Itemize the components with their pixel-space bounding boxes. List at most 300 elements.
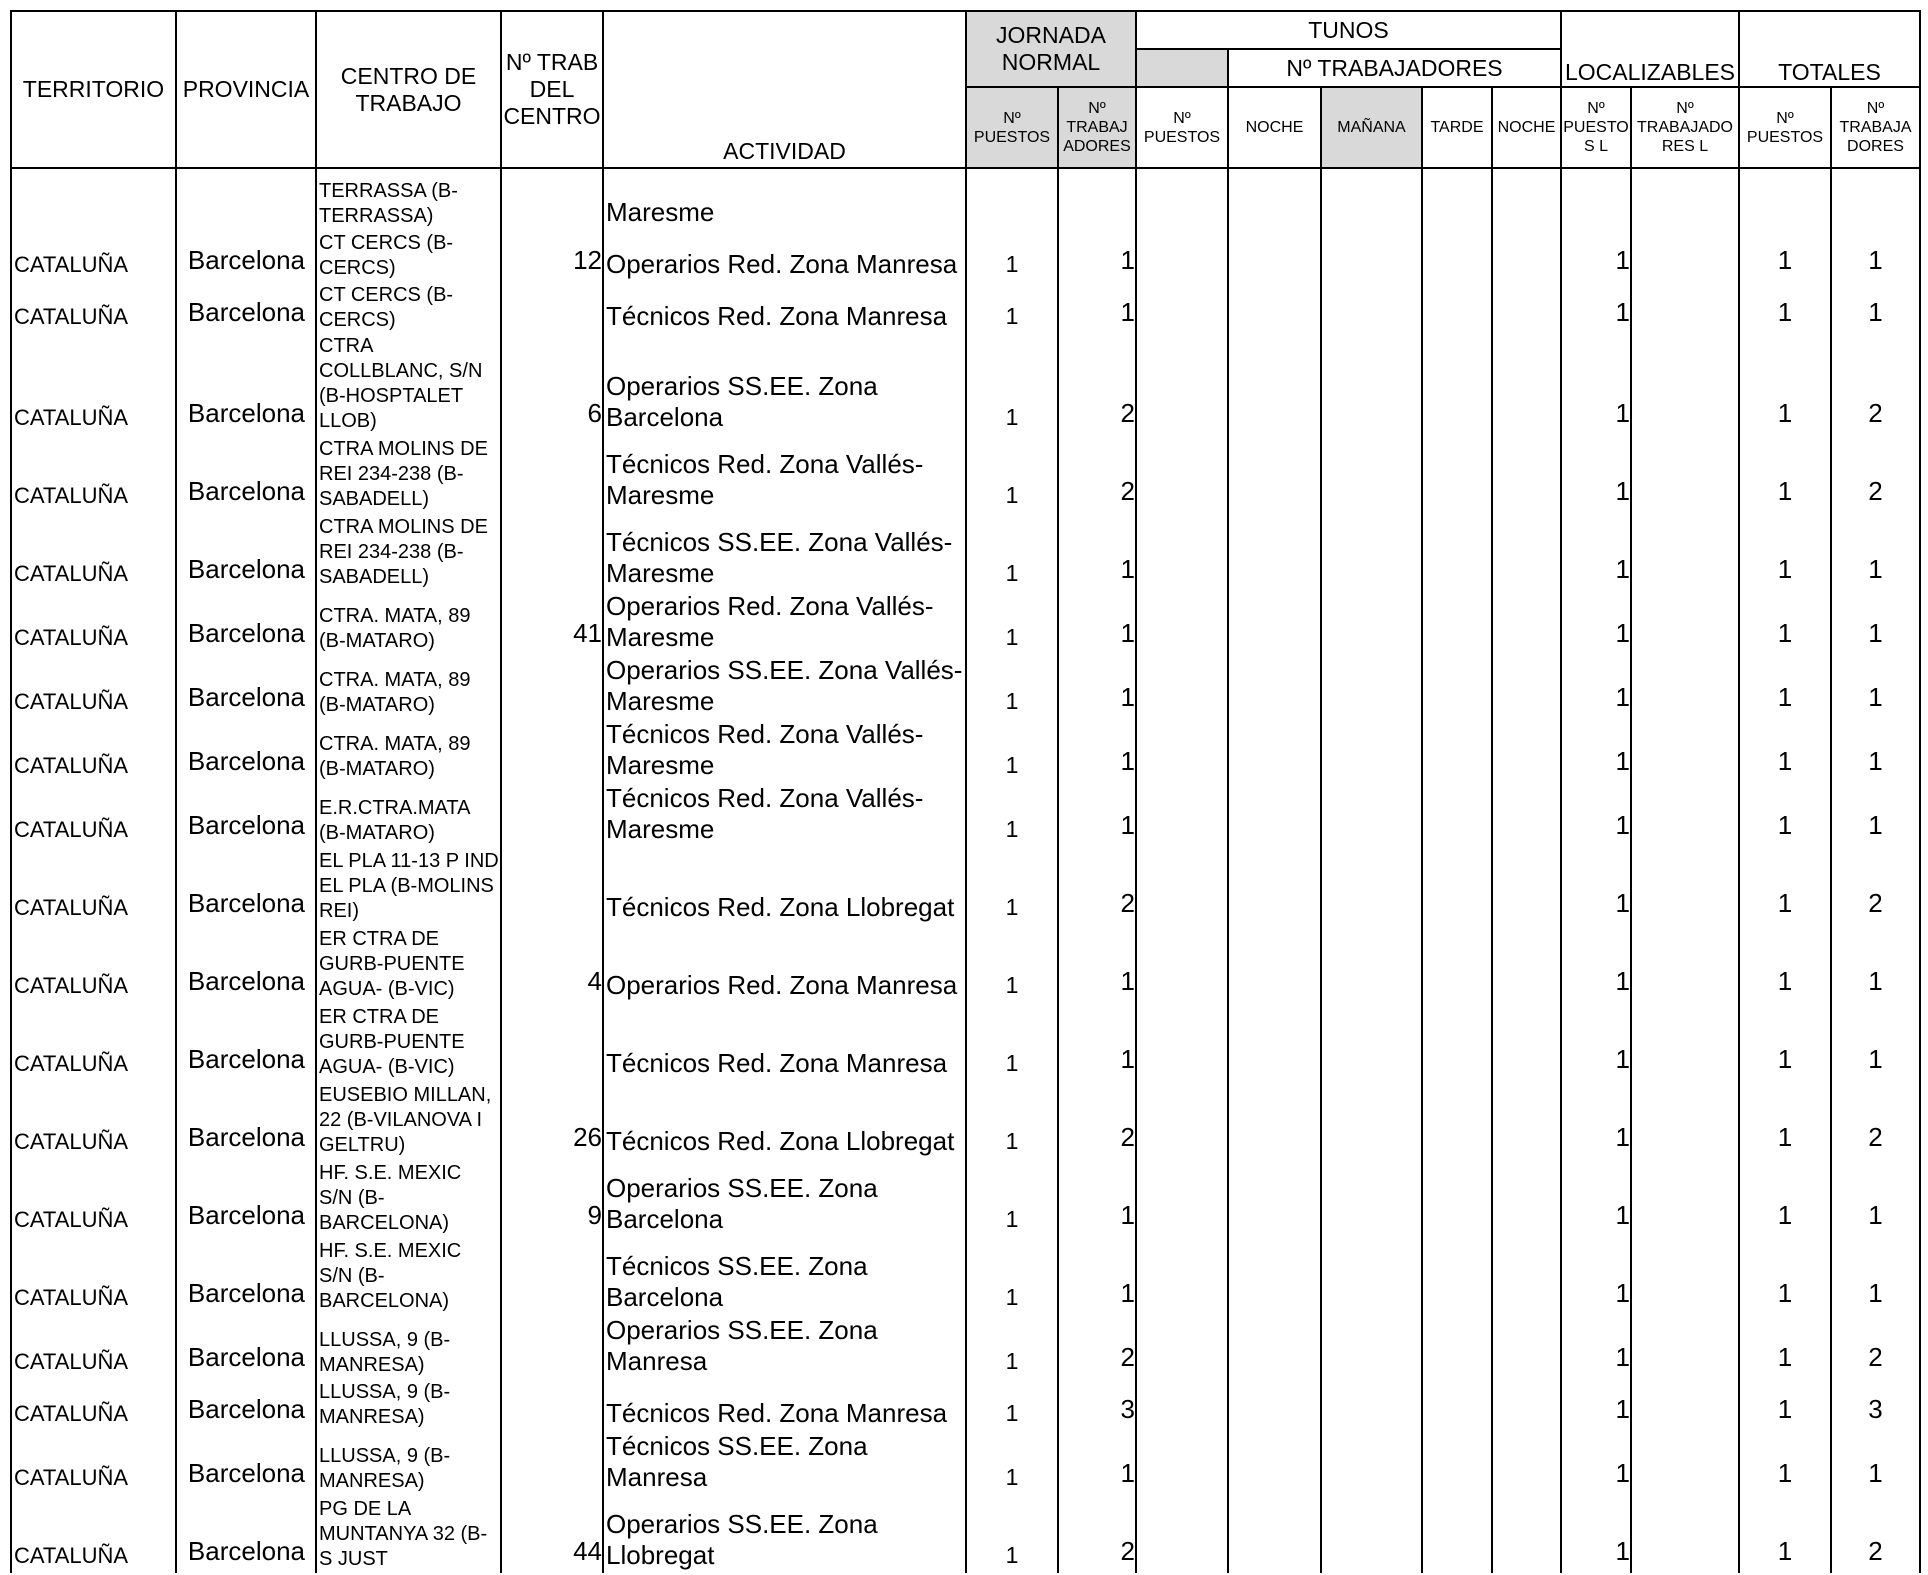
cell-loc-n-puestos: 1: [1561, 282, 1631, 334]
cell-loc-n-puestos: 1: [1561, 1003, 1631, 1081]
cell-n-trab-del-centro: [501, 1237, 603, 1315]
cell-loc-n-trabajadores: [1631, 1315, 1739, 1379]
cell-provincia: Barcelona: [176, 1003, 316, 1081]
cell-actividad: Técnicos Red. Zona Llobregat: [603, 1081, 966, 1159]
cell-noche-2: [1492, 655, 1561, 719]
cell-tunos-n-puestos: [1136, 1081, 1228, 1159]
cell-loc-n-puestos: [1561, 168, 1631, 230]
cell-centro-de-trabajo: LLUSSA, 9 (B-MANRESA): [316, 1379, 501, 1431]
header-tot-n-puestos: Nº PUESTOS: [1739, 87, 1831, 168]
cell-noche-2: [1492, 513, 1561, 591]
table-row: [11, 1495, 1920, 1573]
table-row: [11, 1379, 1920, 1431]
cell-provincia: Barcelona: [176, 925, 316, 1003]
cell-noche-2: [1492, 783, 1561, 847]
cell-centro-de-trabajo: ER CTRA DE GURB-PUENTE AGUA- (B-VIC): [316, 925, 501, 1003]
table-row: [11, 925, 1920, 1003]
cell-noche-2: [1492, 1159, 1561, 1237]
cell-manana: [1321, 1237, 1422, 1315]
cell-provincia: Barcelona: [176, 655, 316, 719]
cell-tot-n-trabajadores: 1: [1831, 282, 1920, 334]
cell-manana: [1321, 655, 1422, 719]
cell-provincia: Barcelona: [176, 435, 316, 513]
cell-actividad: Técnicos Red. Zona Vallés-Maresme: [603, 435, 966, 513]
cell-territorio: CATALUÑA: [11, 282, 176, 334]
header-noche-2: NOCHE: [1492, 87, 1561, 168]
cell-provincia: Barcelona: [176, 230, 316, 282]
cell-noche: [1228, 591, 1321, 655]
cell-tunos-n-puestos: [1136, 655, 1228, 719]
cell-provincia: Barcelona: [176, 1237, 316, 1315]
cell-tunos-n-puestos: [1136, 1237, 1228, 1315]
cell-noche-2: [1492, 1081, 1561, 1159]
cell-loc-n-trabajadores: [1631, 591, 1739, 655]
cell-noche: [1228, 1379, 1321, 1431]
cell-manana: [1321, 1495, 1422, 1573]
cell-territorio: CATALUÑA: [11, 1431, 176, 1495]
cell-centro-de-trabajo: LLUSSA, 9 (B-MANRESA): [316, 1431, 501, 1495]
table-row: [11, 168, 1920, 230]
table-row: [11, 1431, 1920, 1495]
cell-centro-de-trabajo: HF. S.E. MEXIC S/N (B-BARCELONA): [316, 1159, 501, 1237]
cell-jn-n-puestos: 1: [966, 719, 1058, 783]
cell-manana: [1321, 591, 1422, 655]
cell-tot-n-trabajadores: 1: [1831, 513, 1920, 591]
cell-loc-n-trabajadores: [1631, 435, 1739, 513]
cell-noche: [1228, 847, 1321, 925]
header-n-trabajadores: Nº TRABAJADORES: [1228, 49, 1561, 87]
cell-territorio: CATALUÑA: [11, 334, 176, 435]
cell-provincia: Barcelona: [176, 513, 316, 591]
cell-noche-2: [1492, 435, 1561, 513]
cell-loc-n-trabajadores: [1631, 847, 1739, 925]
cell-provincia: Barcelona: [176, 282, 316, 334]
cell-manana: [1321, 282, 1422, 334]
table-row: [11, 1081, 1920, 1159]
cell-noche-2: [1492, 847, 1561, 925]
header-manana: MAÑANA: [1321, 87, 1422, 168]
cell-tot-n-trabajadores: 1: [1831, 1003, 1920, 1081]
cell-n-trab-del-centro: 26: [501, 1081, 603, 1159]
cell-jn-n-trabajadores: 1: [1058, 591, 1136, 655]
cell-actividad: Operarios SS.EE. Zona Llobregat: [603, 1495, 966, 1573]
cell-loc-n-puestos: 1: [1561, 925, 1631, 1003]
cell-territorio: CATALUÑA: [11, 1003, 176, 1081]
cell-manana: [1321, 783, 1422, 847]
table-row: [11, 230, 1920, 282]
cell-tarde: [1422, 282, 1492, 334]
header-noche: NOCHE: [1228, 87, 1321, 168]
cell-loc-n-puestos: 1: [1561, 783, 1631, 847]
cell-actividad: Operarios Red. Zona Manresa: [603, 925, 966, 1003]
cell-noche-2: [1492, 1495, 1561, 1573]
cell-jn-n-puestos: 1: [966, 655, 1058, 719]
cell-jn-n-puestos: 1: [966, 1495, 1058, 1573]
cell-tot-n-puestos: 1: [1739, 334, 1831, 435]
cell-centro-de-trabajo: E.R.CTRA.MATA (B-MATARO): [316, 783, 501, 847]
cell-n-trab-del-centro: [501, 1431, 603, 1495]
cell-n-trab-del-centro: [501, 719, 603, 783]
cell-tarde: [1422, 1495, 1492, 1573]
cell-tot-n-puestos: 1: [1739, 282, 1831, 334]
cell-loc-n-puestos: 1: [1561, 655, 1631, 719]
cell-tot-n-trabajadores: 2: [1831, 1315, 1920, 1379]
cell-loc-n-trabajadores: [1631, 168, 1739, 230]
header-tarde: TARDE: [1422, 87, 1492, 168]
cell-manana: [1321, 168, 1422, 230]
cell-noche-2: [1492, 925, 1561, 1003]
cell-n-trab-del-centro: 9: [501, 1159, 603, 1237]
cell-centro-de-trabajo: CTRA. MATA, 89 (B-MATARO): [316, 591, 501, 655]
cell-tot-n-trabajadores: 1: [1831, 783, 1920, 847]
table-row: [11, 1159, 1920, 1237]
cell-territorio: CATALUÑA: [11, 1315, 176, 1379]
cell-noche: [1228, 334, 1321, 435]
cell-tot-n-puestos: 1: [1739, 1315, 1831, 1379]
cell-loc-n-trabajadores: [1631, 1159, 1739, 1237]
cell-tot-n-puestos: 1: [1739, 1495, 1831, 1573]
cell-tarde: [1422, 783, 1492, 847]
cell-centro-de-trabajo: CT CERCS (B-CERCS): [316, 282, 501, 334]
cell-tot-n-puestos: 1: [1739, 230, 1831, 282]
cell-loc-n-puestos: 1: [1561, 719, 1631, 783]
table-row: [11, 1003, 1920, 1081]
cell-loc-n-trabajadores: [1631, 925, 1739, 1003]
cell-centro-de-trabajo: EUSEBIO MILLAN, 22 (B-VILANOVA I GELTRU): [316, 1081, 501, 1159]
cell-centro-de-trabajo: ER CTRA DE GURB-PUENTE AGUA- (B-VIC): [316, 1003, 501, 1081]
cell-jn-n-trabajadores: 1: [1058, 282, 1136, 334]
cell-jn-n-trabajadores: 1: [1058, 1237, 1136, 1315]
table-row: [11, 334, 1920, 435]
cell-tunos-n-puestos: [1136, 1315, 1228, 1379]
cell-loc-n-puestos: 1: [1561, 334, 1631, 435]
cell-tarde: [1422, 925, 1492, 1003]
cell-loc-n-puestos: 1: [1561, 847, 1631, 925]
cell-noche-2: [1492, 334, 1561, 435]
cell-noche: [1228, 168, 1321, 230]
cell-loc-n-trabajadores: [1631, 334, 1739, 435]
cell-manana: [1321, 1315, 1422, 1379]
cell-actividad: Técnicos SS.EE. Zona Vallés-Maresme: [603, 513, 966, 591]
cell-manana: [1321, 925, 1422, 1003]
table-header: [11, 11, 1920, 168]
cell-tot-n-puestos: 1: [1739, 513, 1831, 591]
cell-tot-n-puestos: 1: [1739, 1003, 1831, 1081]
header-tunos-n-puestos: Nº PUESTOS: [1136, 87, 1228, 168]
cell-centro-de-trabajo: CT CERCS (B-CERCS): [316, 230, 501, 282]
cell-territorio: CATALUÑA: [11, 655, 176, 719]
cell-tarde: [1422, 168, 1492, 230]
cell-loc-n-puestos: 1: [1561, 1431, 1631, 1495]
cell-territorio: [11, 168, 176, 230]
cell-tot-n-trabajadores: [1831, 168, 1920, 230]
cell-jn-n-puestos: 1: [966, 1159, 1058, 1237]
cell-jn-n-trabajadores: 1: [1058, 230, 1136, 282]
cell-territorio: CATALUÑA: [11, 1081, 176, 1159]
cell-tunos-n-puestos: [1136, 719, 1228, 783]
cell-tunos-n-puestos: [1136, 334, 1228, 435]
cell-territorio: CATALUÑA: [11, 925, 176, 1003]
cell-jn-n-puestos: 1: [966, 783, 1058, 847]
cell-tot-n-trabajadores: 1: [1831, 230, 1920, 282]
cell-tarde: [1422, 719, 1492, 783]
cell-tot-n-trabajadores: 3: [1831, 1379, 1920, 1431]
cell-jn-n-trabajadores: 2: [1058, 1081, 1136, 1159]
cell-loc-n-puestos: 1: [1561, 230, 1631, 282]
cell-provincia: Barcelona: [176, 1431, 316, 1495]
cell-actividad: Operarios SS.EE. Zona Vallés-Maresme: [603, 655, 966, 719]
cell-jn-n-puestos: 1: [966, 435, 1058, 513]
cell-tot-n-trabajadores: 1: [1831, 1159, 1920, 1237]
cell-territorio: CATALUÑA: [11, 1159, 176, 1237]
cell-tot-n-puestos: 1: [1739, 783, 1831, 847]
cell-n-trab-del-centro: [501, 513, 603, 591]
cell-loc-n-puestos: 1: [1561, 435, 1631, 513]
cell-provincia: [176, 168, 316, 230]
cell-tunos-n-puestos: [1136, 783, 1228, 847]
cell-noche-2: [1492, 719, 1561, 783]
cell-jn-n-trabajadores: 1: [1058, 925, 1136, 1003]
cell-n-trab-del-centro: 44: [501, 1495, 603, 1573]
cell-manana: [1321, 334, 1422, 435]
cell-loc-n-trabajadores: [1631, 783, 1739, 847]
cell-tunos-n-puestos: [1136, 1003, 1228, 1081]
cell-jn-n-trabajadores: 3: [1058, 1379, 1136, 1431]
cell-loc-n-puestos: 1: [1561, 1237, 1631, 1315]
cell-tarde: [1422, 435, 1492, 513]
header-loc-n-puestos: Nº PUESTO S L: [1561, 87, 1631, 168]
cell-tot-n-puestos: 1: [1739, 1081, 1831, 1159]
cell-tot-n-trabajadores: 1: [1831, 1431, 1920, 1495]
table-row: [11, 513, 1920, 591]
cell-actividad: Técnicos Red. Zona Manresa: [603, 1003, 966, 1081]
table-row: [11, 282, 1920, 334]
cell-loc-n-puestos: 1: [1561, 1315, 1631, 1379]
cell-jn-n-puestos: 1: [966, 847, 1058, 925]
cell-centro-de-trabajo: LLUSSA, 9 (B-MANRESA): [316, 1315, 501, 1379]
cell-manana: [1321, 230, 1422, 282]
cell-jn-n-trabajadores: 1: [1058, 1003, 1136, 1081]
cell-jn-n-puestos: 1: [966, 1431, 1058, 1495]
header-territorio: TERRITORIO: [11, 11, 176, 168]
cell-actividad: Técnicos Red. Zona Vallés-Maresme: [603, 783, 966, 847]
cell-actividad: Técnicos SS.EE. Zona Barcelona: [603, 1237, 966, 1315]
header-loc-n-trabajadores: Nº TRABAJADO RES L: [1631, 87, 1739, 168]
cell-tarde: [1422, 1237, 1492, 1315]
cell-n-trab-del-centro: [501, 1003, 603, 1081]
cell-tot-n-trabajadores: 1: [1831, 655, 1920, 719]
cell-n-trab-del-centro: [501, 783, 603, 847]
cell-noche: [1228, 1003, 1321, 1081]
cell-n-trab-del-centro: 6: [501, 334, 603, 435]
cell-tunos-n-puestos: [1136, 435, 1228, 513]
cell-centro-de-trabajo: CTRA COLLBLANC, S/N (B-HOSPTALET LLOB): [316, 334, 501, 435]
cell-tunos-n-puestos: [1136, 1379, 1228, 1431]
cell-n-trab-del-centro: [501, 168, 603, 230]
cell-jn-n-trabajadores: 2: [1058, 334, 1136, 435]
cell-tot-n-trabajadores: 2: [1831, 334, 1920, 435]
cell-manana: [1321, 1379, 1422, 1431]
cell-territorio: CATALUÑA: [11, 1237, 176, 1315]
header-jn-n-trabajadores: Nº TRABAJ ADORES: [1058, 87, 1136, 168]
cell-actividad: Operarios Red. Zona Manresa: [603, 230, 966, 282]
cell-tunos-n-puestos: [1136, 230, 1228, 282]
cell-tot-n-puestos: 1: [1739, 719, 1831, 783]
cell-tarde: [1422, 334, 1492, 435]
cell-manana: [1321, 719, 1422, 783]
cell-noche-2: [1492, 591, 1561, 655]
cell-tarde: [1422, 513, 1492, 591]
cell-noche: [1228, 1495, 1321, 1573]
cell-jn-n-puestos: 1: [966, 513, 1058, 591]
cell-manana: [1321, 435, 1422, 513]
cell-n-trab-del-centro: 4: [501, 925, 603, 1003]
cell-manana: [1321, 513, 1422, 591]
cell-jn-n-trabajadores: 2: [1058, 435, 1136, 513]
header-provincia: PROVINCIA: [176, 11, 316, 168]
cell-jn-n-puestos: 1: [966, 1237, 1058, 1315]
header-jn-n-puestos: Nº PUESTOS: [966, 87, 1058, 168]
cell-tarde: [1422, 655, 1492, 719]
cell-actividad: Técnicos Red. Zona Vallés-Maresme: [603, 719, 966, 783]
cell-tot-n-puestos: 1: [1739, 1431, 1831, 1495]
cell-jn-n-puestos: [966, 168, 1058, 230]
cell-territorio: CATALUÑA: [11, 1495, 176, 1573]
cell-provincia: Barcelona: [176, 334, 316, 435]
cell-territorio: CATALUÑA: [11, 783, 176, 847]
cell-loc-n-trabajadores: [1631, 230, 1739, 282]
cell-loc-n-trabajadores: [1631, 1431, 1739, 1495]
cell-jn-n-puestos: 1: [966, 1003, 1058, 1081]
cell-tot-n-trabajadores: 2: [1831, 435, 1920, 513]
cell-actividad: Operarios SS.EE. Zona Barcelona: [603, 1159, 966, 1237]
table-row: [11, 1237, 1920, 1315]
cell-n-trab-del-centro: [501, 655, 603, 719]
cell-loc-n-trabajadores: [1631, 1495, 1739, 1573]
header-totales: TOTALES: [1739, 11, 1920, 87]
header-actividad: ACTIVIDAD: [603, 11, 966, 168]
cell-noche-2: [1492, 1237, 1561, 1315]
cell-tot-n-trabajadores: 1: [1831, 591, 1920, 655]
cell-jn-n-trabajadores: 1: [1058, 1431, 1136, 1495]
cell-jn-n-trabajadores: 1: [1058, 1159, 1136, 1237]
cell-centro-de-trabajo: PG DE LA MUNTANYA 32 (B-S JUST: [316, 1495, 501, 1573]
cell-jn-n-puestos: 1: [966, 1081, 1058, 1159]
cell-tarde: [1422, 1431, 1492, 1495]
cell-actividad: Operarios Red. Zona Vallés-Maresme: [603, 591, 966, 655]
cell-loc-n-puestos: 1: [1561, 1081, 1631, 1159]
cell-territorio: CATALUÑA: [11, 513, 176, 591]
cell-provincia: Barcelona: [176, 719, 316, 783]
cell-actividad: Técnicos Red. Zona Llobregat: [603, 847, 966, 925]
cell-loc-n-trabajadores: [1631, 1081, 1739, 1159]
cell-centro-de-trabajo: TERRASSA (B-TERRASSA): [316, 168, 501, 230]
cell-loc-n-puestos: 1: [1561, 1379, 1631, 1431]
cell-tot-n-puestos: 1: [1739, 925, 1831, 1003]
cell-centro-de-trabajo: CTRA MOLINS DE REI 234-238 (B-SABADELL): [316, 435, 501, 513]
cell-noche-2: [1492, 1379, 1561, 1431]
cell-tarde: [1422, 1081, 1492, 1159]
cell-noche: [1228, 1081, 1321, 1159]
cell-loc-n-trabajadores: [1631, 513, 1739, 591]
header-jornada-normal: JORNADA NORMAL: [966, 11, 1136, 87]
cell-tunos-n-puestos: [1136, 168, 1228, 230]
cell-noche: [1228, 282, 1321, 334]
cell-jn-n-puestos: 1: [966, 591, 1058, 655]
cell-jn-n-trabajadores: 2: [1058, 1495, 1136, 1573]
cell-provincia: Barcelona: [176, 783, 316, 847]
cell-territorio: CATALUÑA: [11, 847, 176, 925]
cell-noche: [1228, 513, 1321, 591]
cell-tot-n-trabajadores: 2: [1831, 847, 1920, 925]
cell-loc-n-trabajadores: [1631, 1003, 1739, 1081]
cell-tot-n-puestos: 1: [1739, 435, 1831, 513]
cell-noche: [1228, 655, 1321, 719]
cell-actividad: Operarios SS.EE. Zona Manresa: [603, 1315, 966, 1379]
staffing-table: [10, 10, 1921, 1573]
cell-noche-2: [1492, 230, 1561, 282]
cell-centro-de-trabajo: HF. S.E. MEXIC S/N (B-BARCELONA): [316, 1237, 501, 1315]
table-row: [11, 783, 1920, 847]
cell-manana: [1321, 1003, 1422, 1081]
cell-noche-2: [1492, 1003, 1561, 1081]
cell-manana: [1321, 1081, 1422, 1159]
cell-tarde: [1422, 1379, 1492, 1431]
cell-tunos-n-puestos: [1136, 513, 1228, 591]
table-body: [11, 168, 1920, 1573]
cell-centro-de-trabajo: CTRA. MATA, 89 (B-MATARO): [316, 655, 501, 719]
cell-n-trab-del-centro: [501, 1315, 603, 1379]
cell-n-trab-del-centro: [501, 282, 603, 334]
cell-tot-n-puestos: 1: [1739, 591, 1831, 655]
cell-tot-n-puestos: 1: [1739, 1379, 1831, 1431]
cell-n-trab-del-centro: [501, 435, 603, 513]
cell-tarde: [1422, 1003, 1492, 1081]
cell-jn-n-trabajadores: 2: [1058, 1315, 1136, 1379]
cell-loc-n-puestos: 1: [1561, 1159, 1631, 1237]
cell-tot-n-puestos: 1: [1739, 655, 1831, 719]
cell-manana: [1321, 1431, 1422, 1495]
cell-centro-de-trabajo: EL PLA 11-13 P IND EL PLA (B-MOLINS REI): [316, 847, 501, 925]
cell-provincia: Barcelona: [176, 1315, 316, 1379]
cell-territorio: CATALUÑA: [11, 230, 176, 282]
cell-jn-n-puestos: 1: [966, 1379, 1058, 1431]
table-row: [11, 655, 1920, 719]
cell-tunos-n-puestos: [1136, 282, 1228, 334]
cell-jn-n-puestos: 1: [966, 925, 1058, 1003]
cell-loc-n-trabajadores: [1631, 655, 1739, 719]
cell-territorio: CATALUÑA: [11, 719, 176, 783]
cell-tunos-n-puestos: [1136, 1431, 1228, 1495]
cell-tunos-n-puestos: [1136, 1495, 1228, 1573]
header-tunos-blank: [1136, 49, 1228, 87]
cell-actividad: Técnicos Red. Zona Manresa: [603, 1379, 966, 1431]
cell-jn-n-puestos: 1: [966, 1315, 1058, 1379]
cell-noche-2: [1492, 1431, 1561, 1495]
table-row: [11, 847, 1920, 925]
cell-noche-2: [1492, 282, 1561, 334]
cell-noche: [1228, 719, 1321, 783]
cell-noche: [1228, 230, 1321, 282]
cell-provincia: Barcelona: [176, 591, 316, 655]
cell-territorio: CATALUÑA: [11, 591, 176, 655]
cell-actividad: Operarios SS.EE. Zona Barcelona: [603, 334, 966, 435]
cell-territorio: CATALUÑA: [11, 1379, 176, 1431]
cell-jn-n-trabajadores: 1: [1058, 719, 1136, 783]
header-n-trab-del-centro: Nº TRAB DEL CENTRO: [501, 11, 603, 168]
header-localizables: LOCALIZABLES: [1561, 11, 1739, 87]
cell-tarde: [1422, 591, 1492, 655]
